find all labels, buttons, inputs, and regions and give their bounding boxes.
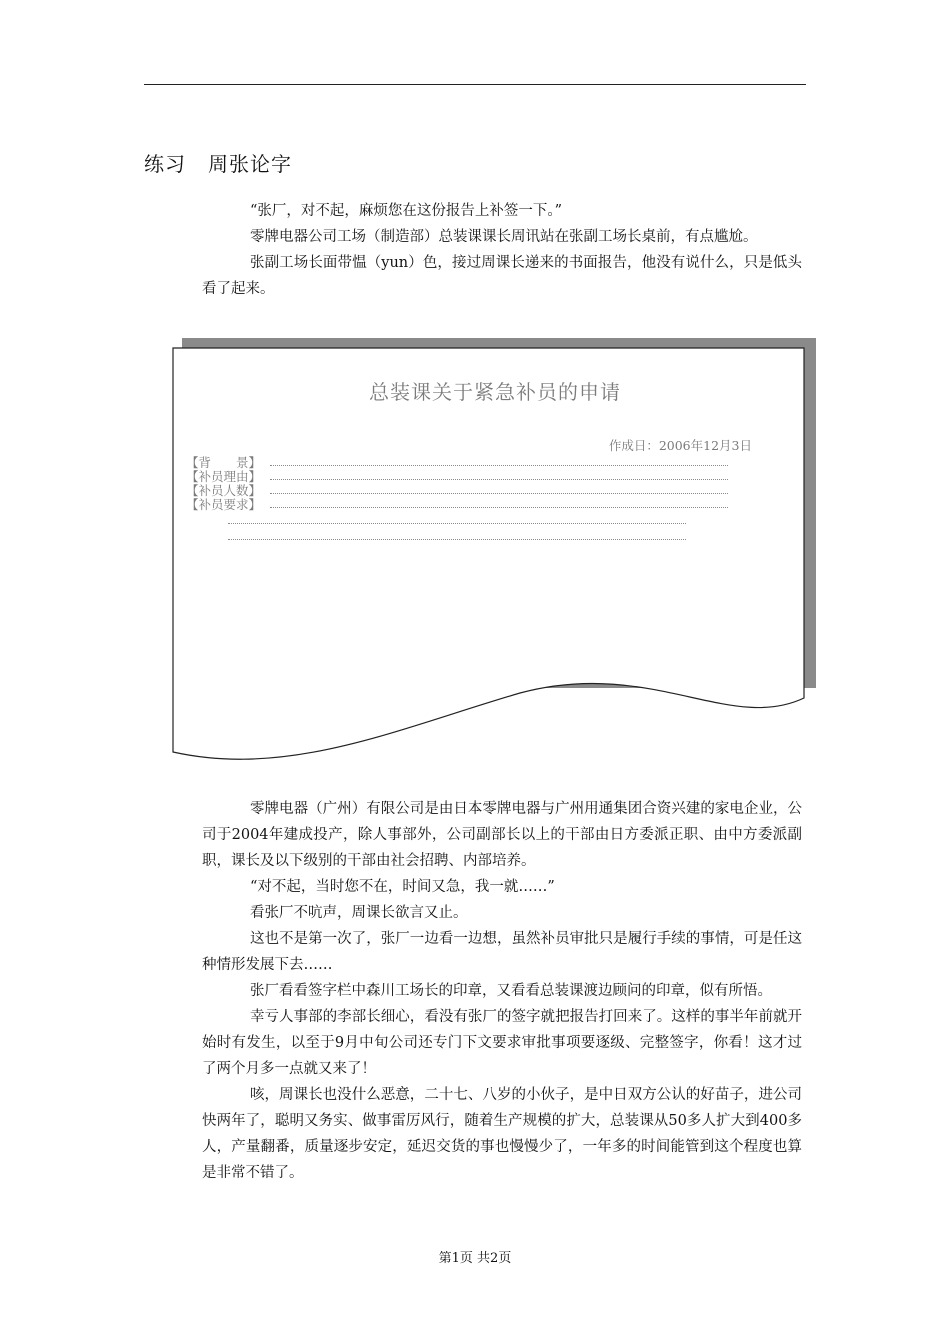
page-number: 第1页 共2页 — [438, 1251, 512, 1266]
report-field-row — [186, 456, 728, 470]
body-paragraph: 咳，周课长也没什么恶意，二十七、八岁的小伙子，是中日双方公认的好苗子，进公司快两年了，聪明又务实、做事雷厉风行，随着生产规模的扩大，总装课从50多人扩大到400多人，产量翻番，质量逐步安定，延迟交货的事也慢慢少了，一年多的时间能管到这个程度也算是非常不错了。 — [202, 1087, 802, 1181]
body-paragraph: 这也不是第一次了，张厂一边看一边想，虽然补员审批只是履行手续的事情，可是任这种情形发展下去…… — [202, 931, 802, 973]
sheet-outline — [173, 348, 804, 759]
intro-paragraph: 张副工场长面带愠（yun）色，接过周课长递来的书面报告，他没有说什么，只是低头看了起来。 — [202, 255, 802, 297]
report-title: 总装课关于紧急补员的申请 — [369, 380, 621, 404]
header-rule — [144, 84, 806, 85]
body-text — [202, 796, 802, 1186]
intro-text — [202, 198, 802, 302]
field-label-background: 【背 景】 — [186, 455, 262, 470]
field-label-reason: 【补员理由】 — [186, 469, 262, 484]
dotted-line — [228, 539, 686, 540]
intro-paragraph: 零牌电器公司工场（制造部）总装课课长周讯站在张副工场长桌前，有点尴尬。 — [250, 229, 758, 245]
report-field-row — [186, 498, 728, 512]
dotted-line — [228, 523, 686, 524]
report-document-figure — [170, 338, 818, 788]
report-date: 作成日：2006年12月3日 — [608, 438, 752, 453]
report-sheet-graphic — [170, 338, 820, 788]
intro-paragraph: “张厂，对不起，麻烦您在这份报告上补签一下。” — [250, 203, 563, 219]
field-label-count: 【补员人数】 — [186, 483, 262, 498]
body-paragraph: 看张厂不吭声，周课长欲言又止。 — [250, 905, 468, 921]
body-paragraph: 幸亏人事部的李部长细心，看没有张厂的签字就把报告打回来了。这样的事半年前就开始时有发生，以至于9月中旬公司还专门下文要求审批事项要逐级、完整签字，你看！这才过了两个月多一点就又来了！ — [202, 1009, 802, 1077]
page-heading — [144, 148, 292, 177]
dotted-line — [270, 456, 728, 466]
dotted-line — [270, 484, 728, 494]
report-field-row — [186, 484, 728, 498]
dotted-line — [270, 470, 728, 480]
heading-label: 练习 — [144, 152, 186, 176]
field-label-requirements: 【补员要求】 — [186, 497, 262, 512]
dotted-line — [270, 498, 728, 508]
body-paragraph: “对不起，当时您不在，时间又急，我一就……” — [250, 879, 555, 895]
body-paragraph: 张厂看看签字栏中森川工场长的印章，又看看总装课渡边顾问的印章，似有所悟。 — [250, 983, 772, 999]
body-paragraph: 零牌电器（广州）有限公司是由日本零牌电器与广州用通集团合资兴建的家电企业，公司于2004年建成投产，除人事部外，公司副部长以上的干部由日方委派正职、由中方委派副职，课长及以下级别的干部由社会招聘、内部培养。 — [202, 801, 802, 869]
report-field-row — [186, 470, 728, 484]
heading-title: 周张论字 — [208, 152, 292, 176]
